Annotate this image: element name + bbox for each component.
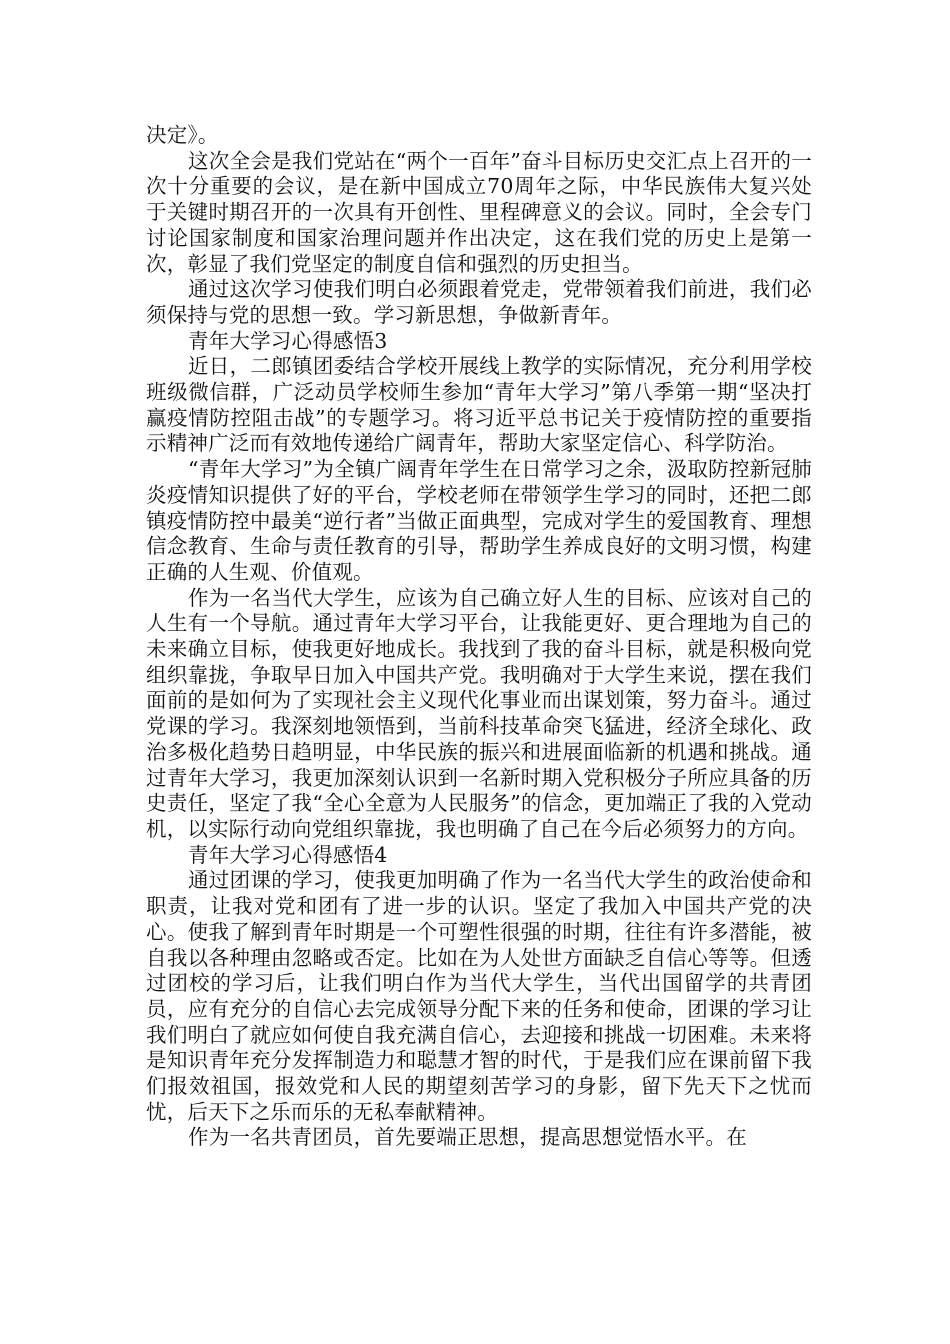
paragraph-3: 通过这次学习使我们明白必须跟着党走，党带领着我们前进，我们必须保持与党的思想一致。学习新思想，争做新青年。 xyxy=(146,277,812,327)
paragraph-5: “青年大学习”为全镇广阔青年学生在日常学习之余，汲取防控新冠肺炎疫情知识提供了好的平台，学校老师在带领学生学习的同时，还把二郎镇疫情防控中最美“逆行者”当做正面典型，完成对学生的爱国教育、理想信念教育、生命与责任教育的引导，帮助学生养成良好的文明习惯，构建正确的人生观、价值观。 xyxy=(146,457,812,584)
section-heading-4: 青年大学习心得感悟4 xyxy=(188,842,388,867)
paragraph-7: 通过团课的学习，使我更加明确了作为一名当代大学生的政治使命和职责，让我对党和团有了进一步的认识。坚定了我加入中国共产党的决心。使我了解到青年时期是一个可塑性很强的时期，往往有许多潜能，被自我以各种理由忽略或否定。比如在为人处世方面缺乏自信心等等。但透过团校的学习后，让我们明白作为当代大学生，当代出国留学的共青团员，应有充分的自信心去完成领导分配下来的任务和使命，团课的学习让我们明白了就应如何使自我充满自信心，去迎接和挑战一切困难。未来将是知识青年充分发挥制造力和聪慧才智的时代，于是我们应在课前留下我们报效祖国，报效党和人民的期望刻苦学习的身影，留下先天下之忧而忧，后天下之乐而乐的无私奉献精神。 xyxy=(146,868,812,1124)
paragraph-4: 近日，二郎镇团委结合学校开展线上教学的实际情况，充分利用学校班级微信群，广泛动员学校师生参加“青年大学习”第八季第一期“坚决打赢疫情防控阻击战”的专题学习。将习近平总书记关于疫情防控的重要指示精神广泛而有效地传递给广阔青年，帮助大家坚定信心、科学防治。 xyxy=(146,354,812,456)
paragraph-1: 决定》。 xyxy=(146,123,219,147)
paragraph-8: 作为一名共青团员，首先要端正思想，提高思想觉悟水平。在 xyxy=(188,1125,747,1150)
document-body xyxy=(146,123,812,1151)
paragraph-2: 这次全会是我们党站在“两个一百年”奋斗目标历史交汇点上召开的一次十分重要的会议，是在新中国成立70周年之际，中华民族伟大复兴处于关键时期召开的一次具有开创性、里程碑意义的会议。同时，全会专门讨论国家制度和国家治理问题并作出决定，这在我们党的历史上是第一次，彰显了我们党坚定的制度自信和强烈的历史担当。 xyxy=(146,148,812,276)
paragraph-6: 作为一名当代大学生，应该为自己确立好人生的目标、应该对自己的人生有一个导航。通过青年大学习平台，让我能更好、更合理地为自己的未来确立目标，使我更好地成长。我找到了我的奋斗目标，就是积极向党组织靠拢，争取早日加入中国共产党。我明确对于大学生来说，摆在我们面前的是如何为了实现社会主义现代化事业而出谋划策，努力奋斗。通过党课的学习。我深刻地领悟到，当前科技革命突飞猛进，经济全球化、政治多极化趋势日趋明显，中华民族的振兴和进展面临新的机遇和挑战。通过青年大学习，我更加深刻认识到一名新时期入党积极分子所应具备的历史责任，坚定了我“全心全意为人民服务”的信念，更加端正了我的入党动机，以实际行动向党组织靠拢，我也明确了自己在今后必须努力的方向。 xyxy=(146,585,812,841)
section-heading-3: 青年大学习心得感悟3 xyxy=(188,328,388,353)
